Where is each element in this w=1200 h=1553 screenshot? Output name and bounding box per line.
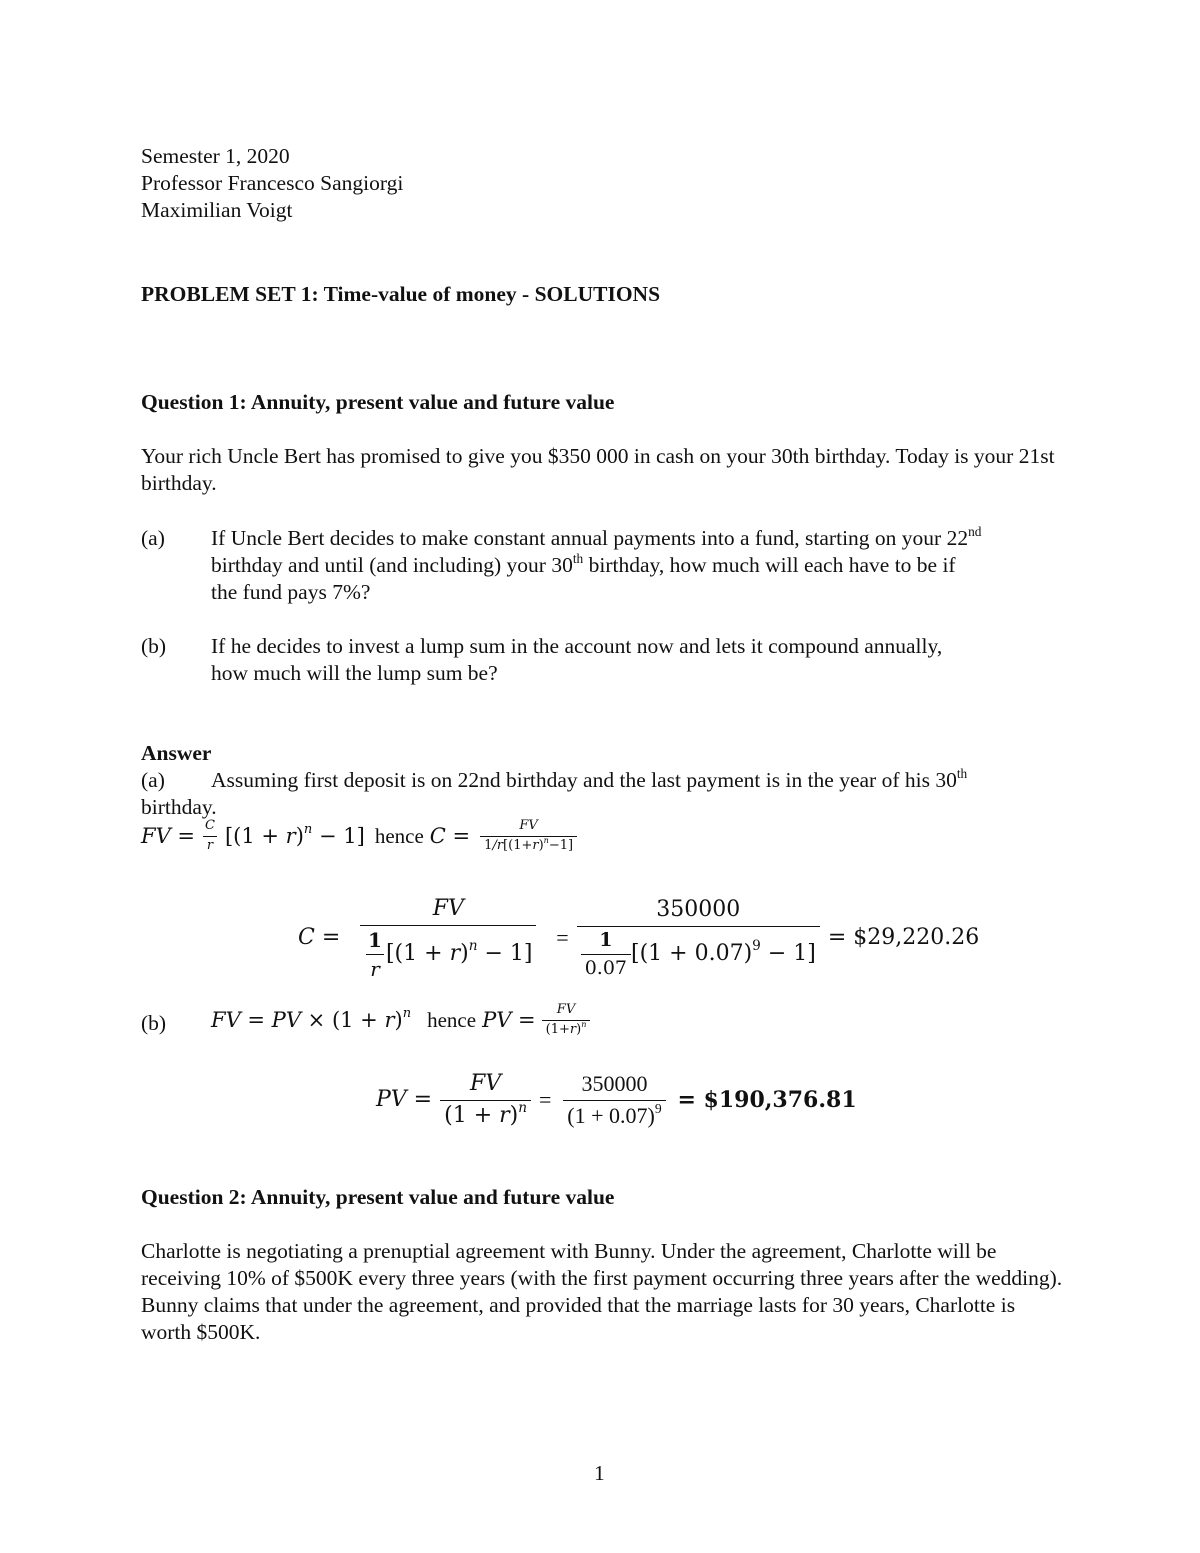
formula-numerator-value: 350000 — [656, 897, 741, 923]
formula-pv-numerator: 350000 — [581, 1071, 648, 1096]
answer-a-line-1 — [211, 767, 967, 795]
q1a-text-3: birthday, how much will each have to be if — [583, 553, 956, 577]
formula-pv-result — [376, 1070, 857, 1130]
formula-general-fraction: FV $\frac{1}{r}$ $[(1 + r)^n - 1]$ — [348, 895, 548, 982]
formula-annuity-result — [298, 895, 979, 982]
formula-pv-numeric: $\frac{350000}{(1 + 0.07)^9}$ — [559, 1070, 669, 1130]
formula-pv-rate: 0.07 — [609, 1102, 648, 1128]
question-2-heading: Question 2: Annuity, present value and future value — [141, 1185, 615, 1209]
page-number: 1 — [594, 1461, 605, 1485]
formula-rate-den: 0.07 — [581, 954, 631, 981]
answer-heading: Answer — [141, 741, 212, 765]
formula-c-fraction: $\frac{FV}{1/r[(1+r)^n-1]}$ — [476, 818, 581, 855]
formula-fv-annuity — [141, 818, 581, 855]
formula-pv-exp: 9 — [654, 1100, 662, 1116]
formula-fv-bracket: $[(1 + r)^n - 1]$ — [224, 822, 365, 848]
formula-fv-pv-lhs: FV = PV × $(1 + r)^n$ — [211, 1006, 412, 1032]
formula-fv-pv — [211, 1002, 590, 1039]
question-1a-line-3: the fund pays 7%? — [211, 580, 371, 604]
formula-equals-2: = — [539, 1086, 552, 1112]
formula-equals-1: = — [556, 925, 569, 950]
answer-a-label: (a) — [141, 768, 165, 792]
q1a-text-1: If Uncle Bert decides to make constant annual payments into a fund, starting on your 22 — [211, 526, 969, 550]
answer-a-line-2: birthday. — [141, 795, 217, 819]
formula-c-over-r: $\frac{C}{r}$ — [201, 818, 219, 855]
formula-b-hence: hence — [427, 1007, 477, 1032]
q1a-sup-2: th — [572, 550, 584, 566]
q1a-sup-1: nd — [968, 523, 982, 539]
professor-line: Professor Francesco Sangiorgi — [141, 171, 404, 195]
question-1a-line-2 — [211, 552, 956, 580]
formula-exp: 9 — [752, 938, 761, 955]
question-1b-line-1: If he decides to invest a lump sum in the account now and lets it compound annually, — [211, 634, 943, 658]
formula-c-lhs: C = — [429, 823, 471, 848]
question-1b-line-2: how much will the lump sum be? — [211, 661, 498, 685]
question-1-heading: Question 1: Annuity, present value and future value — [141, 390, 615, 414]
answer-a-sup: th — [956, 765, 968, 781]
formula-pv-eq: PV = — [482, 1007, 536, 1032]
question-1a-line-1 — [211, 525, 981, 553]
formula-pv-fraction: $\frac{FV}{(1+r)^n}$ — [542, 1002, 591, 1039]
formula-rate: 0.07 — [694, 940, 744, 966]
formula-pv-lhs: PV = — [376, 1086, 433, 1112]
question-1b-label: (b) — [141, 634, 167, 658]
question-1a-label: (a) — [141, 526, 165, 550]
formula-pv-general: $\frac{FV}{(1 + r)^n}$ — [440, 1070, 531, 1130]
answer-b-label: (b) — [141, 1011, 167, 1035]
document-title: PROBLEM SET 1: Time-value of money - SOLUTIONS — [141, 282, 661, 306]
question-2-body: Charlotte is negotiating a prenuptial agreement with Bunny. Under the agreement, Charlotte will be receiving 10% of $500K every three years (with the first payment occurring three years after the wedding). Bunny claims that under the agreement, and provided that the marriage lasts for 30 years, Charlotte is worth $500K. — [141, 1239, 1063, 1344]
semester-line: Semester 1, 2020 — [141, 144, 290, 168]
formula-pv-answer: = $190,376.81 — [677, 1086, 857, 1113]
answer-a-text: Assuming first deposit is on 22nd birthday and the last payment is in the year of his 30 — [211, 768, 957, 792]
formula-numeric-fraction: 350000 $\frac{1}{0.07}$ $[(1 + 0.07)^9 - 1]$ — [577, 896, 820, 980]
q1a-text-2: birthday and until (and including) your 30 — [211, 553, 573, 577]
formula-fv-lhs: FV = — [141, 823, 196, 848]
formula-hence: hence — [374, 823, 424, 848]
formula-c-eq: C = — [298, 925, 341, 950]
formula-annuity-answer: = $29,220.26 — [827, 925, 980, 950]
question-1-intro: Your rich Uncle Bert has promised to give you $350 000 in cash on your 30th birthday. Today is your 21st birthday. — [141, 444, 1055, 495]
assistant-line: Maximilian Voigt — [141, 198, 293, 222]
